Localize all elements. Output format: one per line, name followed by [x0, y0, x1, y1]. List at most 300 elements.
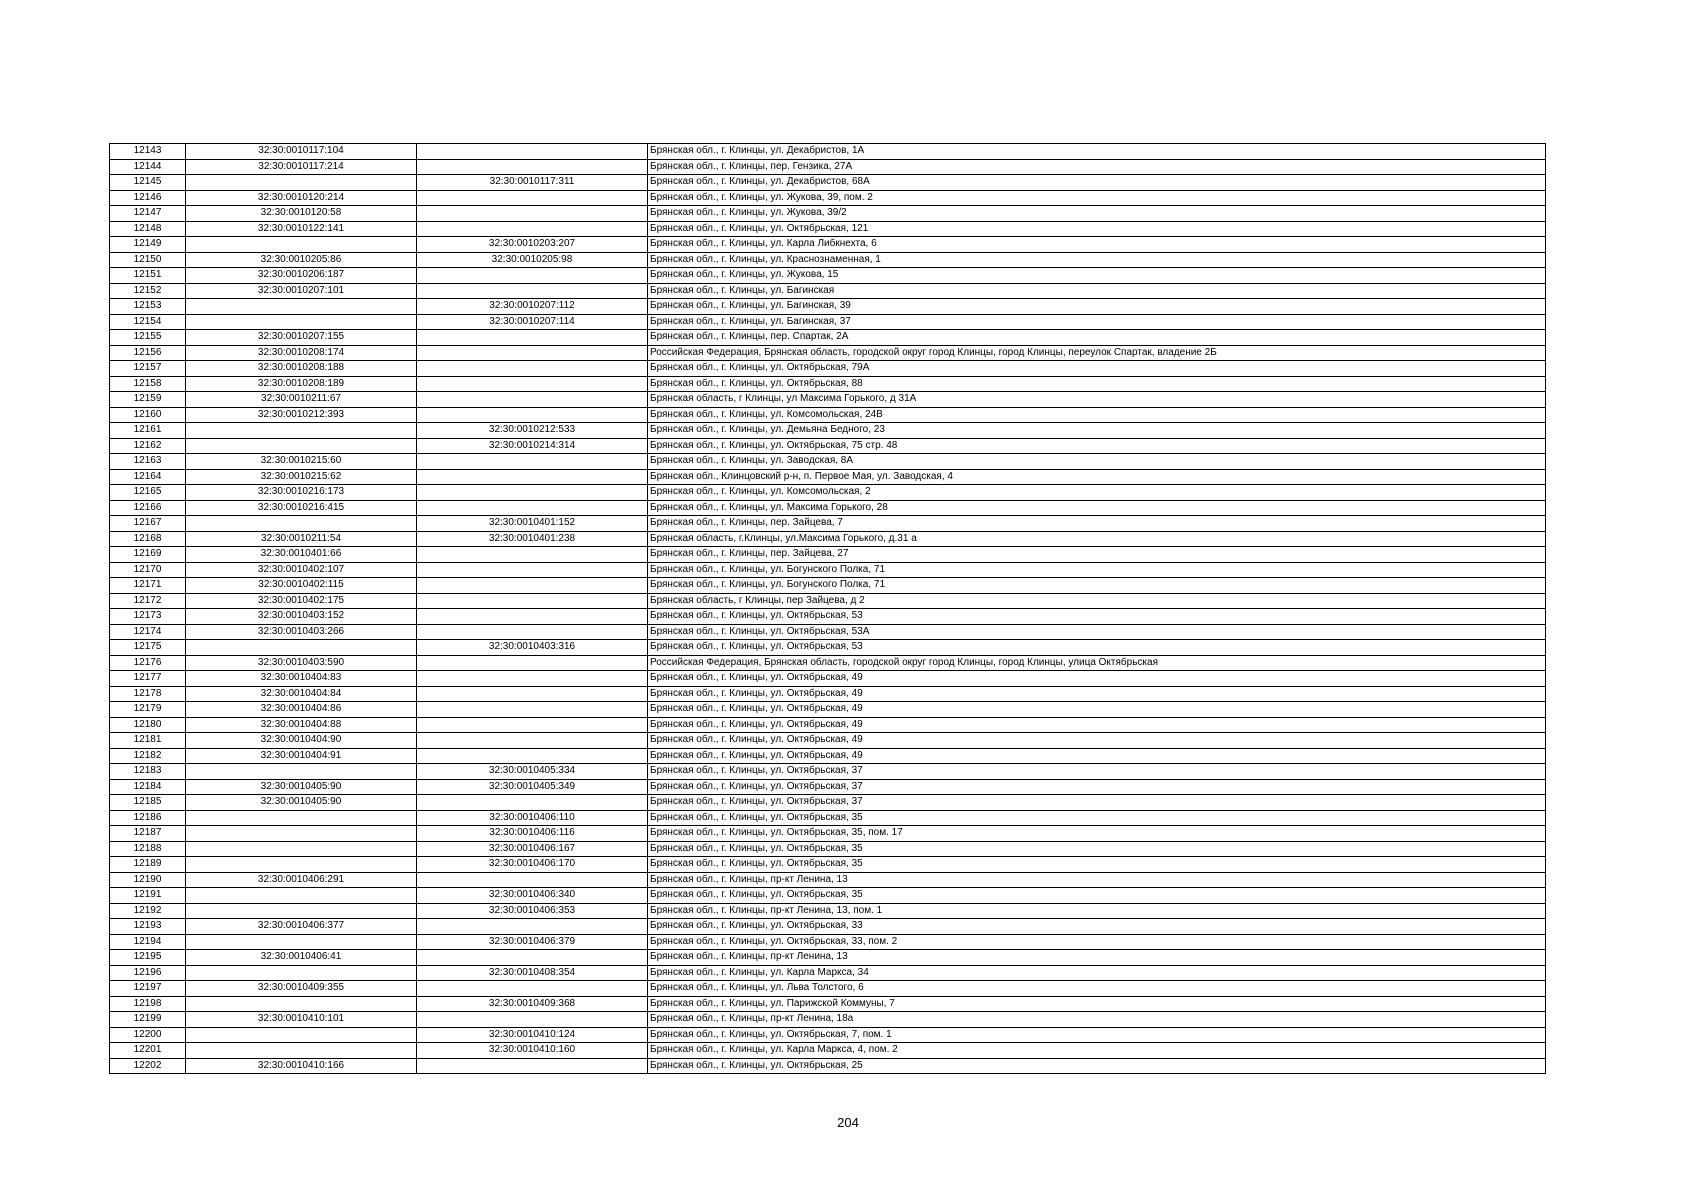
table-row	[110, 361, 1546, 377]
cadastral-number-cell: 32:30:0010401:66	[186, 547, 417, 563]
address-cell: Брянская обл., г. Клинцы, ул. Жукова, 15	[648, 268, 1546, 284]
row-number-cell: 12198	[110, 996, 186, 1012]
address-cell: Брянская обл., г. Клинцы, ул. Комсомольская, 24В	[648, 407, 1546, 423]
row-number-cell: 12179	[110, 702, 186, 718]
table-row	[110, 314, 1546, 330]
table-row	[110, 872, 1546, 888]
cadastral-number-cell: 32:30:0010207:155	[186, 330, 417, 346]
row-number-cell: 12188	[110, 841, 186, 857]
address-cell: Брянская область, г.Клинцы, ул.Максима Горького, д.31 а	[648, 531, 1546, 547]
table-row	[110, 748, 1546, 764]
address-cell: Брянская область, г Клинцы, ул Максима Горького, д 31А	[648, 392, 1546, 408]
row-number-cell: 12180	[110, 717, 186, 733]
related-cadastral-number-cell: 32:30:0010203:207	[417, 237, 648, 253]
cadastral-number-cell	[186, 516, 417, 532]
table-row	[110, 996, 1546, 1012]
related-cadastral-number-cell	[417, 392, 648, 408]
table-row	[110, 175, 1546, 191]
cadastral-number-cell: 32:30:0010211:67	[186, 392, 417, 408]
cadastral-number-cell	[186, 826, 417, 842]
row-number-cell: 12155	[110, 330, 186, 346]
related-cadastral-number-cell: 32:30:0010212:533	[417, 423, 648, 439]
cadastral-number-cell: 32:30:0010208:189	[186, 376, 417, 392]
address-cell: Брянская обл., г. Клинцы, пер. Зайцева, 7	[648, 516, 1546, 532]
related-cadastral-number-cell	[417, 686, 648, 702]
address-cell: Брянская обл., г. Клинцы, ул. Октябрьская, 88	[648, 376, 1546, 392]
table-row	[110, 810, 1546, 826]
table-row	[110, 965, 1546, 981]
cadastral-number-cell: 32:30:0010120:214	[186, 190, 417, 206]
table-row	[110, 485, 1546, 501]
cadastral-number-cell	[186, 857, 417, 873]
cadastral-number-cell: 32:30:0010404:91	[186, 748, 417, 764]
row-number-cell: 12161	[110, 423, 186, 439]
cadastral-number-cell: 32:30:0010205:86	[186, 252, 417, 268]
cadastral-number-cell: 32:30:0010208:174	[186, 345, 417, 361]
table-row	[110, 841, 1546, 857]
table-row	[110, 531, 1546, 547]
address-cell: Брянская обл., г. Клинцы, ул. Декабристов, 1А	[648, 144, 1546, 160]
related-cadastral-number-cell	[417, 733, 648, 749]
row-number-cell: 12151	[110, 268, 186, 284]
related-cadastral-number-cell	[417, 190, 648, 206]
related-cadastral-number-cell: 32:30:0010401:152	[417, 516, 648, 532]
cadastral-number-cell: 32:30:0010215:62	[186, 469, 417, 485]
table-row	[110, 981, 1546, 997]
row-number-cell: 12175	[110, 640, 186, 656]
table-row	[110, 903, 1546, 919]
table-row	[110, 144, 1546, 160]
related-cadastral-number-cell: 32:30:0010401:238	[417, 531, 648, 547]
address-cell: Брянская обл., г. Клинцы, ул. Заводская, 8А	[648, 454, 1546, 470]
address-cell: Брянская обл., г. Клинцы, ул. Багинская, 39	[648, 299, 1546, 315]
row-number-cell: 12164	[110, 469, 186, 485]
table-row	[110, 779, 1546, 795]
address-cell: Брянская обл., г. Клинцы, пр-кт Ленина, 18а	[648, 1012, 1546, 1028]
table-row	[110, 686, 1546, 702]
table-row	[110, 469, 1546, 485]
address-cell: Брянская обл., г. Клинцы, ул. Октябрьская, 49	[648, 686, 1546, 702]
cadastral-number-cell: 32:30:0010211:54	[186, 531, 417, 547]
row-number-cell: 12159	[110, 392, 186, 408]
address-cell: Брянская обл., г. Клинцы, ул. Октябрьская, 49	[648, 717, 1546, 733]
address-cell: Брянская обл., г. Клинцы, пер. Зайцева, 27	[648, 547, 1546, 563]
address-cell: Брянская обл., г. Клинцы, ул. Октябрьская, 53	[648, 640, 1546, 656]
table-row	[110, 547, 1546, 563]
row-number-cell: 12200	[110, 1027, 186, 1043]
row-number-cell: 12149	[110, 237, 186, 253]
related-cadastral-number-cell: 32:30:0010205:98	[417, 252, 648, 268]
related-cadastral-number-cell: 32:30:0010406:379	[417, 934, 648, 950]
table-row	[110, 345, 1546, 361]
table-row	[110, 593, 1546, 609]
related-cadastral-number-cell	[417, 624, 648, 640]
address-cell: Брянская обл., г. Клинцы, ул. Октябрьская, 35	[648, 857, 1546, 873]
related-cadastral-number-cell: 32:30:0010410:124	[417, 1027, 648, 1043]
cadastral-number-cell	[186, 438, 417, 454]
related-cadastral-number-cell	[417, 407, 648, 423]
address-cell: Брянская обл., г. Клинцы, ул. Октябрьская, 121	[648, 221, 1546, 237]
cadastral-number-cell	[186, 175, 417, 191]
related-cadastral-number-cell	[417, 1012, 648, 1028]
cadastral-number-cell: 32:30:0010402:107	[186, 562, 417, 578]
table-row	[110, 423, 1546, 439]
address-cell: Брянская обл., г. Клинцы, ул. Октябрьская, 53	[648, 609, 1546, 625]
cadastral-number-cell: 32:30:0010406:291	[186, 872, 417, 888]
cadastral-number-cell: 32:30:0010406:41	[186, 950, 417, 966]
table-row	[110, 950, 1546, 966]
related-cadastral-number-cell	[417, 919, 648, 935]
related-cadastral-number-cell: 32:30:0010406:340	[417, 888, 648, 904]
cadastral-table-body	[110, 144, 1546, 1074]
related-cadastral-number-cell	[417, 268, 648, 284]
row-number-cell: 12189	[110, 857, 186, 873]
related-cadastral-number-cell: 32:30:0010410:160	[417, 1043, 648, 1059]
cadastral-number-cell: 32:30:0010216:415	[186, 500, 417, 516]
address-cell: Брянская обл., г. Клинцы, ул. Октябрьская, 33	[648, 919, 1546, 935]
related-cadastral-number-cell	[417, 469, 648, 485]
row-number-cell: 12197	[110, 981, 186, 997]
cadastral-number-cell: 32:30:0010404:90	[186, 733, 417, 749]
row-number-cell: 12165	[110, 485, 186, 501]
table-row	[110, 1043, 1546, 1059]
table-row	[110, 717, 1546, 733]
address-cell: Брянская обл., г. Клинцы, пр-кт Ленина, 13	[648, 872, 1546, 888]
cadastral-number-cell	[186, 996, 417, 1012]
cadastral-number-cell: 32:30:0010208:188	[186, 361, 417, 377]
table-row	[110, 407, 1546, 423]
cadastral-number-cell: 32:30:0010403:590	[186, 655, 417, 671]
table-row	[110, 237, 1546, 253]
table-row	[110, 888, 1546, 904]
row-number-cell: 12190	[110, 872, 186, 888]
related-cadastral-number-cell	[417, 345, 648, 361]
cadastral-number-cell	[186, 810, 417, 826]
table-row	[110, 934, 1546, 950]
table-row	[110, 454, 1546, 470]
address-cell: Брянская обл., г. Клинцы, ул. Октябрьская, 49	[648, 702, 1546, 718]
row-number-cell: 12199	[110, 1012, 186, 1028]
address-cell: Брянская обл., г. Клинцы, ул. Октябрьская, 37	[648, 764, 1546, 780]
address-cell: Брянская обл., г. Клинцы, пер. Гензика, 27А	[648, 159, 1546, 175]
table-row	[110, 190, 1546, 206]
row-number-cell: 12178	[110, 686, 186, 702]
address-cell: Брянская обл., г. Клинцы, ул. Октябрьская, 25	[648, 1058, 1546, 1074]
address-cell: Брянская обл., г. Клинцы, ул. Октябрьская, 35	[648, 810, 1546, 826]
row-number-cell: 12202	[110, 1058, 186, 1074]
table-row	[110, 516, 1546, 532]
cadastral-number-cell: 32:30:0010215:60	[186, 454, 417, 470]
row-number-cell: 12158	[110, 376, 186, 392]
row-number-cell: 12196	[110, 965, 186, 981]
row-number-cell: 12176	[110, 655, 186, 671]
cadastral-number-cell	[186, 299, 417, 315]
address-cell: Брянская обл., г. Клинцы, ул. Октябрьская, 49	[648, 671, 1546, 687]
table-row	[110, 919, 1546, 935]
address-cell: Брянская обл., г. Клинцы, ул. Октябрьская, 35	[648, 841, 1546, 857]
cadastral-number-cell	[186, 965, 417, 981]
table-row	[110, 562, 1546, 578]
row-number-cell: 12163	[110, 454, 186, 470]
related-cadastral-number-cell: 32:30:0010207:114	[417, 314, 648, 330]
address-cell: Брянская обл., г. Клинцы, ул. Демьяна Бедного, 23	[648, 423, 1546, 439]
cadastral-number-cell: 32:30:0010409:355	[186, 981, 417, 997]
row-number-cell: 12183	[110, 764, 186, 780]
table-row	[110, 609, 1546, 625]
related-cadastral-number-cell: 32:30:0010406:353	[417, 903, 648, 919]
related-cadastral-number-cell: 32:30:0010406:116	[417, 826, 648, 842]
cadastral-number-cell	[186, 1043, 417, 1059]
address-cell: Брянская обл., г. Клинцы, ул. Богунского Полка, 71	[648, 578, 1546, 594]
cadastral-number-cell	[186, 640, 417, 656]
cadastral-number-cell: 32:30:0010404:86	[186, 702, 417, 718]
related-cadastral-number-cell	[417, 950, 648, 966]
table-row	[110, 857, 1546, 873]
related-cadastral-number-cell: 32:30:0010406:110	[417, 810, 648, 826]
cadastral-number-cell: 32:30:0010212:393	[186, 407, 417, 423]
related-cadastral-number-cell	[417, 717, 648, 733]
cadastral-number-cell: 32:30:0010207:101	[186, 283, 417, 299]
row-number-cell: 12184	[110, 779, 186, 795]
row-number-cell: 12147	[110, 206, 186, 222]
address-cell: Брянская обл., г. Клинцы, ул. Октябрьская, 33, пом. 2	[648, 934, 1546, 950]
row-number-cell: 12143	[110, 144, 186, 160]
related-cadastral-number-cell: 32:30:0010406:167	[417, 841, 648, 857]
cadastral-number-cell	[186, 423, 417, 439]
related-cadastral-number-cell	[417, 593, 648, 609]
related-cadastral-number-cell: 32:30:0010406:170	[417, 857, 648, 873]
address-cell: Брянская обл., г. Клинцы, ул. Октябрьская, 53А	[648, 624, 1546, 640]
row-number-cell: 12170	[110, 562, 186, 578]
row-number-cell: 12156	[110, 345, 186, 361]
related-cadastral-number-cell	[417, 159, 648, 175]
page-number: 204	[837, 1115, 859, 1130]
row-number-cell: 12194	[110, 934, 186, 950]
address-cell: Российская Федерация, Брянская область, городской округ город Клинцы, город Клинцы, улица Октябрьская	[648, 655, 1546, 671]
cadastral-number-cell: 32:30:0010117:104	[186, 144, 417, 160]
cadastral-number-cell: 32:30:0010122:141	[186, 221, 417, 237]
related-cadastral-number-cell	[417, 485, 648, 501]
row-number-cell: 12145	[110, 175, 186, 191]
table-row	[110, 671, 1546, 687]
address-cell: Брянская обл., г. Клинцы, ул. Карла Маркса, 4, пом. 2	[648, 1043, 1546, 1059]
row-number-cell: 12160	[110, 407, 186, 423]
table-row	[110, 1058, 1546, 1074]
row-number-cell: 12146	[110, 190, 186, 206]
address-cell: Брянская обл., г. Клинцы, ул. Декабристов, 68А	[648, 175, 1546, 191]
related-cadastral-number-cell	[417, 221, 648, 237]
cadastral-number-cell: 32:30:0010402:115	[186, 578, 417, 594]
address-cell: Брянская обл., г. Клинцы, ул. Октябрьская, 75 стр. 48	[648, 438, 1546, 454]
address-cell: Брянская обл., Клинцовский р-н, п. Первое Мая, ул. Заводская, 4	[648, 469, 1546, 485]
related-cadastral-number-cell	[417, 609, 648, 625]
related-cadastral-number-cell	[417, 671, 648, 687]
related-cadastral-number-cell	[417, 578, 648, 594]
address-cell: Брянская обл., г. Клинцы, ул. Краснознаменная, 1	[648, 252, 1546, 268]
address-cell: Брянская обл., г. Клинцы, пр-кт Ленина, 13	[648, 950, 1546, 966]
row-number-cell: 12174	[110, 624, 186, 640]
related-cadastral-number-cell	[417, 702, 648, 718]
table-row	[110, 252, 1546, 268]
address-cell: Брянская обл., г. Клинцы, ул. Октябрьская, 37	[648, 779, 1546, 795]
cadastral-number-cell: 32:30:0010406:377	[186, 919, 417, 935]
row-number-cell: 12181	[110, 733, 186, 749]
row-number-cell: 12191	[110, 888, 186, 904]
row-number-cell: 12185	[110, 795, 186, 811]
address-cell: Брянская обл., г. Клинцы, ул. Комсомольская, 2	[648, 485, 1546, 501]
row-number-cell: 12201	[110, 1043, 186, 1059]
row-number-cell: 12148	[110, 221, 186, 237]
related-cadastral-number-cell: 32:30:0010405:349	[417, 779, 648, 795]
cadastral-number-cell: 32:30:0010206:187	[186, 268, 417, 284]
cadastral-number-cell	[186, 764, 417, 780]
row-number-cell: 12172	[110, 593, 186, 609]
related-cadastral-number-cell	[417, 981, 648, 997]
address-cell: Брянская обл., г. Клинцы, ул. Богунского Полка, 71	[648, 562, 1546, 578]
address-cell: Брянская обл., г. Клинцы, ул. Жукова, 39/2	[648, 206, 1546, 222]
related-cadastral-number-cell	[417, 562, 648, 578]
row-number-cell: 12187	[110, 826, 186, 842]
cadastral-number-cell	[186, 888, 417, 904]
related-cadastral-number-cell	[417, 361, 648, 377]
cadastral-number-cell: 32:30:0010404:83	[186, 671, 417, 687]
related-cadastral-number-cell: 32:30:0010403:316	[417, 640, 648, 656]
table-row	[110, 624, 1546, 640]
table-row	[110, 221, 1546, 237]
cadastral-number-cell: 32:30:0010403:152	[186, 609, 417, 625]
table-row	[110, 268, 1546, 284]
table-row	[110, 826, 1546, 842]
related-cadastral-number-cell	[417, 206, 648, 222]
related-cadastral-number-cell	[417, 500, 648, 516]
table-row	[110, 330, 1546, 346]
cadastral-number-cell: 32:30:0010410:101	[186, 1012, 417, 1028]
address-cell: Брянская обл., г. Клинцы, ул. Багинская, 37	[648, 314, 1546, 330]
table-row	[110, 1012, 1546, 1028]
related-cadastral-number-cell: 32:30:0010405:334	[417, 764, 648, 780]
row-number-cell: 12186	[110, 810, 186, 826]
row-number-cell: 12154	[110, 314, 186, 330]
table-row	[110, 438, 1546, 454]
cadastral-number-cell	[186, 841, 417, 857]
address-cell: Брянская обл., г. Клинцы, ул. Льва Толстого, 6	[648, 981, 1546, 997]
row-number-cell: 12168	[110, 531, 186, 547]
address-cell: Брянская обл., г. Клинцы, ул. Жукова, 39, пом. 2	[648, 190, 1546, 206]
related-cadastral-number-cell: 32:30:0010408:354	[417, 965, 648, 981]
related-cadastral-number-cell: 32:30:0010409:368	[417, 996, 648, 1012]
related-cadastral-number-cell	[417, 748, 648, 764]
cadastral-number-cell: 32:30:0010117:214	[186, 159, 417, 175]
address-cell: Брянская обл., г. Клинцы, пр-кт Ленина, 13, пом. 1	[648, 903, 1546, 919]
related-cadastral-number-cell: 32:30:0010207:112	[417, 299, 648, 315]
cadastral-number-cell: 32:30:0010410:166	[186, 1058, 417, 1074]
row-number-cell: 12144	[110, 159, 186, 175]
cadastral-number-cell: 32:30:0010403:266	[186, 624, 417, 640]
table-row	[110, 1027, 1546, 1043]
row-number-cell: 12166	[110, 500, 186, 516]
row-number-cell: 12150	[110, 252, 186, 268]
cadastral-number-cell	[186, 1027, 417, 1043]
table-row	[110, 392, 1546, 408]
related-cadastral-number-cell	[417, 872, 648, 888]
related-cadastral-number-cell	[417, 1058, 648, 1074]
address-cell: Брянская обл., г. Клинцы, ул. Карла Либкнехта, 6	[648, 237, 1546, 253]
address-cell: Брянская обл., г. Клинцы, пер. Спартак, 2А	[648, 330, 1546, 346]
address-cell: Брянская обл., г. Клинцы, ул. Октябрьская, 7, пом. 1	[648, 1027, 1546, 1043]
row-number-cell: 12193	[110, 919, 186, 935]
related-cadastral-number-cell	[417, 655, 648, 671]
related-cadastral-number-cell: 32:30:0010117:311	[417, 175, 648, 191]
table-row	[110, 159, 1546, 175]
related-cadastral-number-cell	[417, 144, 648, 160]
cadastral-number-cell: 32:30:0010404:84	[186, 686, 417, 702]
row-number-cell: 12171	[110, 578, 186, 594]
related-cadastral-number-cell: 32:30:0010214:314	[417, 438, 648, 454]
row-number-cell: 12152	[110, 283, 186, 299]
table-row	[110, 733, 1546, 749]
address-cell: Брянская обл., г. Клинцы, ул. Багинская	[648, 283, 1546, 299]
cadastral-number-cell: 32:30:0010404:88	[186, 717, 417, 733]
address-cell: Брянская область, г Клинцы, пер Зайцева, д 2	[648, 593, 1546, 609]
row-number-cell: 12162	[110, 438, 186, 454]
related-cadastral-number-cell	[417, 376, 648, 392]
cadastral-number-cell: 32:30:0010120:58	[186, 206, 417, 222]
related-cadastral-number-cell	[417, 795, 648, 811]
table-row	[110, 702, 1546, 718]
address-cell: Брянская обл., г. Клинцы, ул. Октябрьская, 37	[648, 795, 1546, 811]
address-cell: Российская Федерация, Брянская область, городской округ город Клинцы, город Клинцы, переулок Спартак, владение 2Б	[648, 345, 1546, 361]
table-row	[110, 764, 1546, 780]
cadastral-number-cell: 32:30:0010216:173	[186, 485, 417, 501]
table-row	[110, 655, 1546, 671]
table-row	[110, 578, 1546, 594]
address-cell: Брянская обл., г. Клинцы, ул. Парижской Коммуны, 7	[648, 996, 1546, 1012]
table-row	[110, 283, 1546, 299]
cadastral-number-cell	[186, 903, 417, 919]
table-row	[110, 299, 1546, 315]
related-cadastral-number-cell	[417, 330, 648, 346]
related-cadastral-number-cell	[417, 454, 648, 470]
cadastral-table	[109, 143, 1546, 1074]
cadastral-number-cell: 32:30:0010405:90	[186, 795, 417, 811]
row-number-cell: 12153	[110, 299, 186, 315]
row-number-cell: 12192	[110, 903, 186, 919]
related-cadastral-number-cell	[417, 283, 648, 299]
table-row	[110, 500, 1546, 516]
table-row	[110, 206, 1546, 222]
row-number-cell: 12182	[110, 748, 186, 764]
address-cell: Брянская обл., г. Клинцы, ул. Октябрьская, 49	[648, 733, 1546, 749]
table-row	[110, 376, 1546, 392]
address-cell: Брянская обл., г. Клинцы, ул. Октябрьская, 79А	[648, 361, 1546, 377]
related-cadastral-number-cell	[417, 547, 648, 563]
cadastral-number-cell: 32:30:0010405:90	[186, 779, 417, 795]
row-number-cell: 12169	[110, 547, 186, 563]
cadastral-number-cell	[186, 314, 417, 330]
row-number-cell: 12177	[110, 671, 186, 687]
row-number-cell: 12157	[110, 361, 186, 377]
row-number-cell: 12167	[110, 516, 186, 532]
row-number-cell: 12173	[110, 609, 186, 625]
cadastral-number-cell	[186, 237, 417, 253]
address-cell: Брянская обл., г. Клинцы, ул. Карла Маркса, 34	[648, 965, 1546, 981]
cadastral-number-cell: 32:30:0010402:175	[186, 593, 417, 609]
address-cell: Брянская обл., г. Клинцы, ул. Октябрьская, 35	[648, 888, 1546, 904]
row-number-cell: 12195	[110, 950, 186, 966]
address-cell: Брянская обл., г. Клинцы, ул. Октябрьская, 49	[648, 748, 1546, 764]
table-row	[110, 640, 1546, 656]
address-cell: Брянская обл., г. Клинцы, ул. Октябрьская, 35, пом. 17	[648, 826, 1546, 842]
